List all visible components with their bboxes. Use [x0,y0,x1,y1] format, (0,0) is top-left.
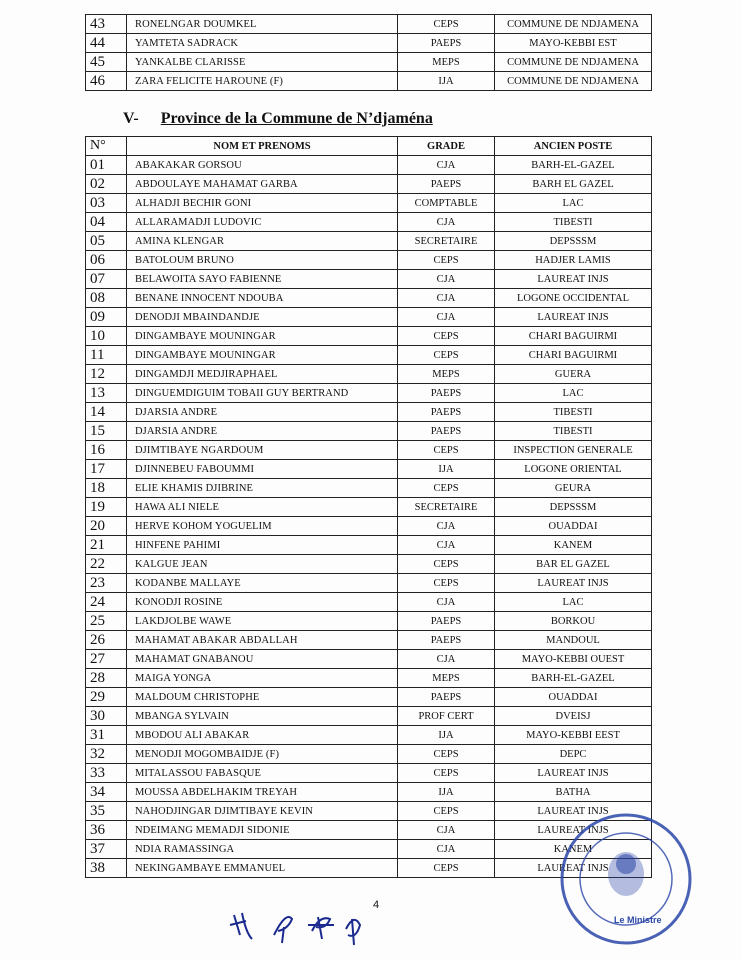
row-name: KONODJI ROSINE [127,593,398,612]
row-number: 27 [86,650,127,669]
row-number: 22 [86,555,127,574]
row-poste: COMMUNE DE NDJAMENA [495,53,652,72]
row-name: HINFENE PAHIMI [127,536,398,555]
row-poste: BARH-EL-GAZEL [495,156,652,175]
handwritten-initials [226,905,366,949]
row-poste: MANDOUL [495,631,652,650]
official-stamp [556,810,696,948]
row-grade: MEPS [398,669,495,688]
row-poste: INSPECTION GENERALE [495,441,652,460]
row-grade: PROF CERT [398,707,495,726]
row-poste: TIBESTI [495,213,652,232]
row-name: MAIGA YONGA [127,669,398,688]
row-grade: IJA [398,72,495,91]
row-number: 08 [86,289,127,308]
row-name: NEKINGAMBAYE EMMANUEL [127,859,398,878]
row-name: BENANE INNOCENT NDOUBA [127,289,398,308]
table-row [86,232,652,251]
row-number: 07 [86,270,127,289]
row-number: 24 [86,593,127,612]
table-row [86,441,652,460]
row-name: MBANGA SYLVAIN [127,707,398,726]
row-grade: CEPS [398,15,495,34]
table-row [86,213,652,232]
row-number: 21 [86,536,127,555]
row-number: 02 [86,175,127,194]
row-name: MENODJI MOGOMBAIDJE (F) [127,745,398,764]
row-grade: PAEPS [398,384,495,403]
table-row [86,631,652,650]
row-grade: CEPS [398,479,495,498]
table-row [86,593,652,612]
row-poste: MAYO-KEBBI OUEST [495,650,652,669]
row-grade: IJA [398,783,495,802]
row-name: YAMTETA SADRACK [127,34,398,53]
row-number: 12 [86,365,127,384]
row-number: 04 [86,213,127,232]
row-name: NDEIMANG MEMADJI SIDONIE [127,821,398,840]
row-grade: CEPS [398,555,495,574]
table-row [86,612,652,631]
row-poste: LOGONE ORIENTAL [495,460,652,479]
row-poste: MAYO-KEBBI EST [495,34,652,53]
row-poste: GUERA [495,365,652,384]
table-row [86,707,652,726]
row-grade: CEPS [398,251,495,270]
row-number: 19 [86,498,127,517]
row-grade: CEPS [398,802,495,821]
row-name: DENODJI MBAINDANDJE [127,308,398,327]
row-poste: BARH EL GAZEL [495,175,652,194]
row-number: 44 [86,34,127,53]
row-poste: KANEM [495,840,652,859]
row-grade: CEPS [398,327,495,346]
row-number: 29 [86,688,127,707]
row-name: ALHADJI BECHIR GONI [127,194,398,213]
table-row [86,669,652,688]
row-poste: LAC [495,593,652,612]
row-name: ABAKAKAR GORSOU [127,156,398,175]
row-name: KODANBE MALLAYE [127,574,398,593]
row-poste: COMMUNE DE NDJAMENA [495,72,652,91]
row-number: 06 [86,251,127,270]
row-number: 23 [86,574,127,593]
row-grade: PAEPS [398,403,495,422]
row-number: 20 [86,517,127,536]
row-grade: COMPTABLE [398,194,495,213]
row-number: 38 [86,859,127,878]
row-name: MAHAMAT GNABANOU [127,650,398,669]
table-row [86,574,652,593]
row-poste: GEURA [495,479,652,498]
row-name: MITALASSOU FABASQUE [127,764,398,783]
row-number: 05 [86,232,127,251]
row-name: AMINA KLENGAR [127,232,398,251]
row-name: RONELNGAR DOUMKEL [127,15,398,34]
row-name: HAWA ALI NIELE [127,498,398,517]
row-number: 17 [86,460,127,479]
row-poste: DEPSSSM [495,498,652,517]
row-number: 34 [86,783,127,802]
row-grade: MEPS [398,365,495,384]
row-name: LAKDJOLBE WAWE [127,612,398,631]
table-row [86,536,652,555]
row-poste: OUADDAI [495,517,652,536]
row-number: 37 [86,840,127,859]
row-number: 45 [86,53,127,72]
row-grade: CJA [398,536,495,555]
table-row [86,346,652,365]
row-poste: LAUREAT INJS [495,821,652,840]
table-row [86,479,652,498]
row-grade: CEPS [398,441,495,460]
table-row [86,251,652,270]
row-poste: DEPC [495,745,652,764]
row-poste: LAUREAT INJS [495,308,652,327]
row-poste: LOGONE OCCIDENTAL [495,289,652,308]
row-grade: CJA [398,270,495,289]
row-number: 25 [86,612,127,631]
table-row [86,156,652,175]
table-row [86,688,652,707]
row-poste: BORKOU [495,612,652,631]
section-heading: Province de la Commune de N’djaména [160,110,433,127]
table-row [86,384,652,403]
row-name: MOUSSA ABDELHAKIM TREYAH [127,783,398,802]
row-number: 30 [86,707,127,726]
continuation-table-body [86,15,652,91]
table-row [86,517,652,536]
row-name: NAHODJINGAR DJIMTIBAYE KEVIN [127,802,398,821]
row-number: 26 [86,631,127,650]
row-name: DJARSIA ANDRE [127,422,398,441]
row-grade: CJA [398,821,495,840]
section-title [123,110,433,128]
stamp-caption: Le Ministre [614,915,662,925]
table-row [86,270,652,289]
row-name: DJINNEBEU FABOUMMI [127,460,398,479]
table-row [86,403,652,422]
row-poste: BARH-EL-GAZEL [495,669,652,688]
row-number: 32 [86,745,127,764]
row-poste: LAC [495,384,652,403]
row-poste: MAYO-KEBBI EEST [495,726,652,745]
row-name: DJIMTIBAYE NGARDOUM [127,441,398,460]
row-grade: CEPS [398,346,495,365]
row-grade: PAEPS [398,34,495,53]
continuation-row [86,15,652,34]
row-name: ABDOULAYE MAHAMAT GARBA [127,175,398,194]
row-number: 16 [86,441,127,460]
row-name: DINGAMBAYE MOUNINGAR [127,327,398,346]
row-poste: CHARI BAGUIRMI [495,327,652,346]
row-poste: DVEISJ [495,707,652,726]
row-poste: TIBESTI [495,422,652,441]
table-header-row [86,137,652,156]
row-number: 46 [86,72,127,91]
row-name: MBODOU ALI ABAKAR [127,726,398,745]
row-grade: CEPS [398,764,495,783]
row-number: 43 [86,15,127,34]
table-row [86,289,652,308]
row-grade: CJA [398,593,495,612]
row-number: 15 [86,422,127,441]
row-poste: LAUREAT INJS [495,574,652,593]
row-poste: OUADDAI [495,688,652,707]
row-grade: CJA [398,650,495,669]
row-grade: MEPS [398,53,495,72]
row-name: BATOLOUM BRUNO [127,251,398,270]
row-number: 36 [86,821,127,840]
row-grade: SECRETAIRE [398,498,495,517]
row-poste: DEPSSSM [495,232,652,251]
row-name: YANKALBE CLARISSE [127,53,398,72]
row-poste: LAUREAT INJS [495,270,652,289]
row-grade: CEPS [398,574,495,593]
row-number: 10 [86,327,127,346]
header-name: NOM ET PRENOMS [127,137,398,156]
row-name: ELIE KHAMIS DJIBRINE [127,479,398,498]
row-number: 14 [86,403,127,422]
row-number: 35 [86,802,127,821]
row-grade: PAEPS [398,631,495,650]
row-name: ALLARAMADJI LUDOVIC [127,213,398,232]
table-row [86,745,652,764]
row-number: 09 [86,308,127,327]
row-poste: BAR EL GAZEL [495,555,652,574]
row-name: KALGUE JEAN [127,555,398,574]
row-poste: LAC [495,194,652,213]
row-name: HERVE KOHOM YOGUELIM [127,517,398,536]
row-poste: LAUREAT INJS [495,764,652,783]
row-name: MALDOUM CHRISTOPHE [127,688,398,707]
table-row [86,175,652,194]
row-poste: TIBESTI [495,403,652,422]
row-number: 33 [86,764,127,783]
row-poste: KANEM [495,536,652,555]
row-grade: IJA [398,460,495,479]
row-name: DINGUEMDIGUIM TOBAII GUY BERTRAND [127,384,398,403]
row-grade: PAEPS [398,688,495,707]
row-grade: IJA [398,726,495,745]
row-number: 28 [86,669,127,688]
row-grade: SECRETAIRE [398,232,495,251]
row-grade: CJA [398,289,495,308]
row-number: 11 [86,346,127,365]
row-number: 31 [86,726,127,745]
row-grade: CJA [398,213,495,232]
row-grade: CJA [398,156,495,175]
row-grade: CJA [398,308,495,327]
table-row [86,365,652,384]
province-table [85,136,652,878]
table-row [86,650,652,669]
row-number: 03 [86,194,127,213]
row-poste: BATHA [495,783,652,802]
table-row [86,764,652,783]
province-table-body [86,156,652,878]
row-grade: PAEPS [398,175,495,194]
row-number: 01 [86,156,127,175]
row-name: NDIA RAMASSINGA [127,840,398,859]
table-row [86,327,652,346]
table-row [86,783,652,802]
section-roman: V- [123,110,139,127]
row-grade: CJA [398,840,495,859]
row-grade: PAEPS [398,612,495,631]
table-row [86,726,652,745]
continuation-row [86,34,652,53]
table-row [86,422,652,441]
row-poste: HADJER LAMIS [495,251,652,270]
row-name: ZARA FELICITE HAROUNE (F) [127,72,398,91]
row-number: 13 [86,384,127,403]
continuation-row [86,53,652,72]
row-name: BELAWOITA SAYO FABIENNE [127,270,398,289]
header-number: N° [86,137,127,156]
row-number: 18 [86,479,127,498]
table-row [86,194,652,213]
row-grade: CJA [398,517,495,536]
row-name: DJARSIA ANDRE [127,403,398,422]
row-poste: LAUREAT INJS [495,802,652,821]
continuation-table [85,14,652,91]
table-row [86,555,652,574]
table-row [86,308,652,327]
page-number: 4 [373,899,380,911]
row-name: MAHAMAT ABAKAR ABDALLAH [127,631,398,650]
row-name: DINGAMBAYE MOUNINGAR [127,346,398,365]
row-grade: CEPS [398,859,495,878]
row-name: DINGAMDJI MEDJIRAPHAEL [127,365,398,384]
table-row [86,460,652,479]
header-grade: GRADE [398,137,495,156]
row-poste: COMMUNE DE NDJAMENA [495,15,652,34]
row-poste: CHARI BAGUIRMI [495,346,652,365]
table-row [86,498,652,517]
row-grade: PAEPS [398,422,495,441]
row-poste: LAUREAT INJS [495,859,652,878]
header-poste: ANCIEN POSTE [495,137,652,156]
row-grade: CEPS [398,745,495,764]
continuation-row [86,72,652,91]
